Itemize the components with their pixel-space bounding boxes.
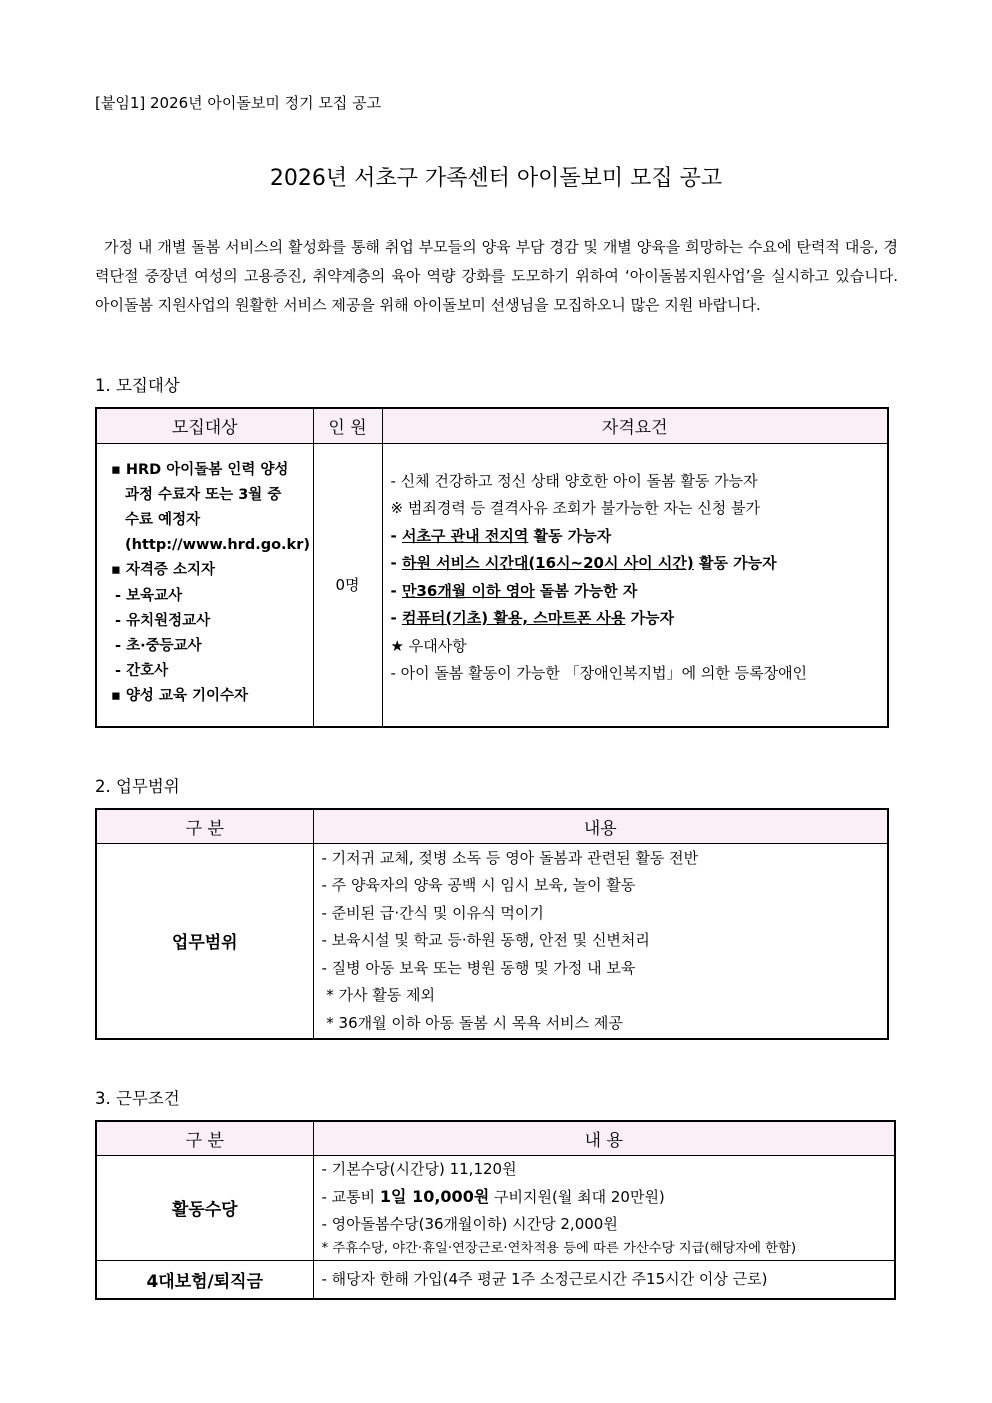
attachment-label: [붙임1] 2026년 아이돌보미 정기 모집 공고 — [95, 94, 382, 112]
duty-item: - 보육시설 및 학교 등·하원 동행, 안전 및 신변처리 — [321, 931, 650, 949]
count-cell: 0명 — [313, 443, 382, 727]
requirement-line: - 신체 건강하고 정신 상태 양호한 아이 돌봄 활동 가능자 — [390, 471, 758, 490]
target-line: ▪ HRD 아이돌봄 인력 양성 — [111, 461, 289, 478]
duties-cell — [313, 843, 888, 1039]
target-line: - 보육교사 — [115, 587, 183, 604]
requirement-line: ※ 범죄경력 등 결격사유 조회가 불가능한 자는 신청 불가 — [390, 499, 760, 517]
section-3-heading: 3. 근무조건 — [95, 1089, 180, 1108]
section-1-heading: 1. 모집대상 — [95, 376, 180, 395]
pay-item: - 영아돌봄수당(36개월이하) 시간당 2,000원 — [321, 1214, 618, 1233]
target-line: - 유치원정교사 — [115, 612, 211, 629]
conditions-table — [95, 1120, 896, 1300]
pay-label: 활동수당 — [96, 1155, 313, 1261]
insurance-cell — [313, 1261, 895, 1299]
duty-note: * 36개월 이하 아동 돌봄 시 목욕 서비스 제공 — [321, 1013, 623, 1032]
recruit-table — [95, 407, 889, 728]
preference-line: - 아이 돌봄 활동이 가능한 「장애인복지법」에 의한 등록장애인 — [390, 664, 808, 682]
preference-line: ★ 우대사항 — [390, 636, 467, 655]
duty-item: - 질병 아동 보육 또는 병원 동행 및 가정 내 보육 — [321, 958, 636, 977]
target-line: (http://www.hrd.go.kr) — [125, 537, 310, 554]
duty-item: - 기저귀 교체, 젖병 소독 등 영아 돌봄과 관련된 활동 전반 — [321, 848, 699, 867]
duty-item: - 준비된 급·간식 및 이유식 먹이기 — [321, 903, 544, 922]
target-line: ▪ 자격증 소지자 — [111, 562, 215, 579]
header-category: 구 분 — [96, 1121, 313, 1155]
intro-paragraph: 가정 내 개별 돌봄 서비스의 활성화를 통해 취업 부모들의 양육 부담 경감 및 개별 양육을 희망하는 수요에 탄력적 대응, 경력단절 중장년 여성의 고용증진, 취약계층의 육아 역량 강화를 도모하기 위하여 ‘아이돌봄지원사업’을 실시하고 있습니다. 아이돌봄 지원사업의 원활한 서비스 제공을 위해 아이돌보미 선생님을 모집하오니 많은 지원 바랍니다. — [95, 238, 898, 314]
duties-table — [95, 808, 889, 1040]
header-target: 모집대상 — [96, 408, 313, 443]
section-2-heading: 2. 업무범위 — [95, 777, 180, 796]
pay-item: - 기본수당(시간당) 11,120원 — [321, 1159, 517, 1178]
requirement-line: - 하원 서비스 시간대(16시~20시 사이 시간) 활동 가능자 — [390, 554, 777, 572]
requirement-line: - 컴퓨터(기초) 활용, 스마트폰 사용 가능자 — [390, 609, 675, 627]
requirement-line: - 서초구 관내 전지역 활동 가능자 — [390, 526, 612, 545]
duty-note: * 가사 활동 제외 — [321, 986, 436, 1004]
header-content: 내용 — [313, 809, 888, 843]
header-count: 인 원 — [313, 408, 382, 443]
target-line: 수료 예정자 — [125, 511, 201, 528]
header-requirements: 자격요건 — [382, 408, 888, 443]
insurance-item: - 해당자 한해 가입(4주 평균 1주 소정근로시간 주15시간 이상 근로) — [321, 1269, 768, 1288]
target-line: 과정 수료자 또는 3월 중 — [125, 486, 282, 503]
pay-note: * 주휴수당, 야간·휴일·연장근로·연차적용 등에 따른 가산수당 지급(해당자에 한함) — [321, 1241, 797, 1256]
header-category: 구 분 — [96, 809, 313, 843]
pay-cell — [313, 1155, 895, 1261]
target-line: - 초·중등교사 — [115, 637, 202, 654]
requirements-cell — [382, 443, 888, 727]
page-title: 2026년 서초구 가족센터 아이돌보미 모집 공고 — [269, 166, 723, 191]
target-line: - 간호사 — [115, 663, 169, 680]
duty-item: - 주 양육자의 양육 공백 시 임시 보육, 놀이 활동 — [321, 876, 636, 894]
duties-label: 업무범위 — [96, 843, 313, 1039]
header-content: 내 용 — [313, 1121, 895, 1155]
insurance-label: 4대보험/퇴직금 — [96, 1261, 313, 1299]
requirement-line: - 만36개월 이하 영아 돌봄 가능한 자 — [390, 581, 638, 600]
target-cell — [96, 443, 313, 727]
target-line: ▪ 양성 교육 기이수자 — [111, 688, 249, 705]
pay-item: - 교통비 1일 10,000원 구비지원(월 최대 20만원) — [321, 1187, 665, 1206]
